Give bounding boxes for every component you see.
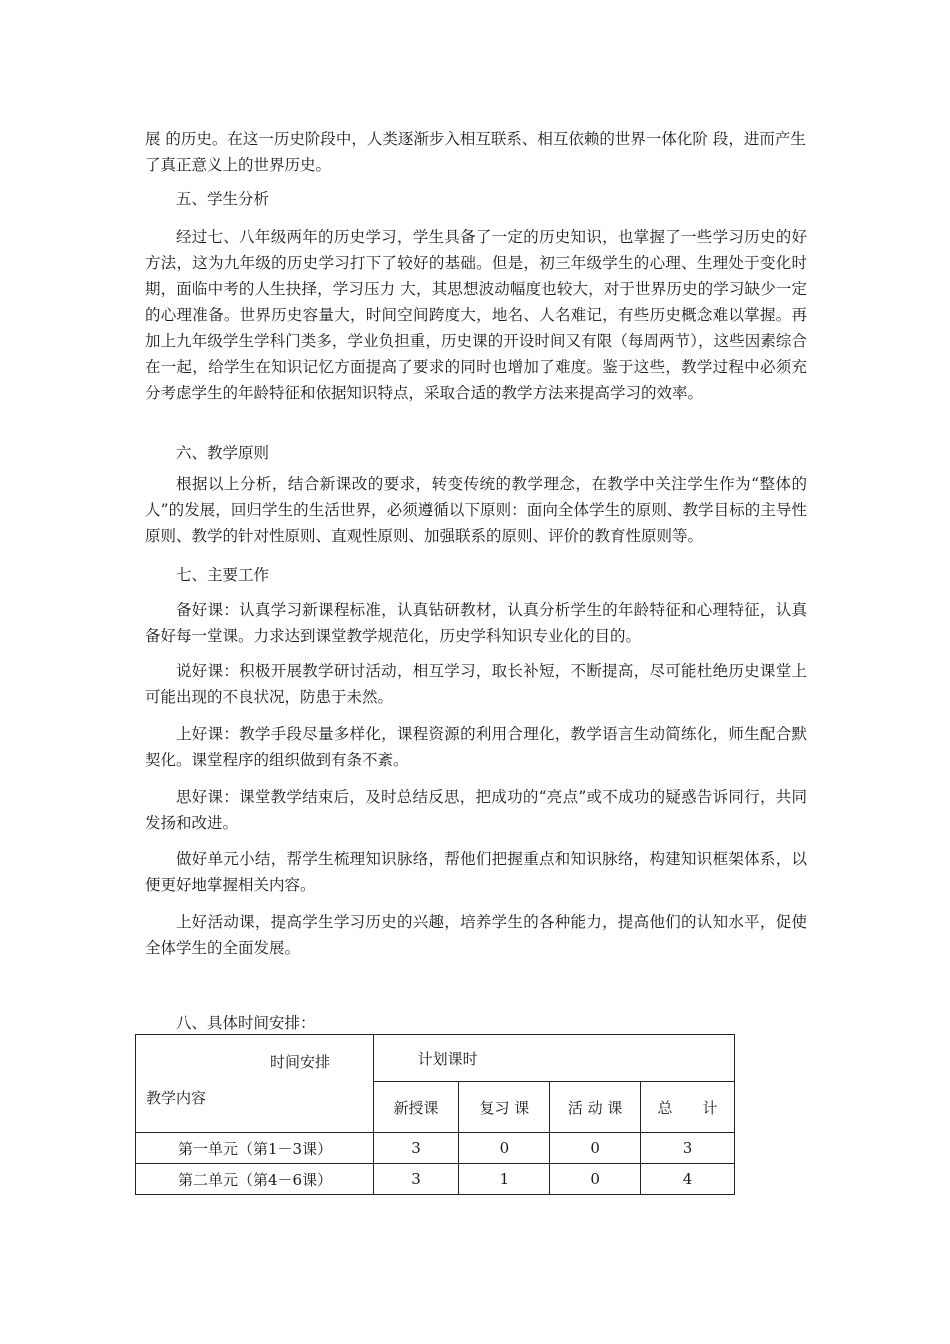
header-time: 时间安排: [270, 1053, 331, 1071]
section-8-heading: 八、具体时间安排：: [176, 1014, 316, 1032]
unit-cell: 第二单元（第4－6课）: [136, 1164, 374, 1195]
work-paragraph-explain: 说好课：积极开展教学研讨活动，相互学习，取长补短，不断提高，尽可能杜绝历史课堂上可能出现的不良状况，防患于未然。: [145, 662, 807, 706]
review-cell: 0: [459, 1133, 550, 1164]
total-cell: 3: [641, 1133, 735, 1164]
header-plan: 计划课时: [373, 1035, 734, 1082]
table-corner-header: [136, 1035, 374, 1133]
section-6-paragraph: 根据以上分析，结合新课改的要求，转变传统的教学理念，在教学中关注学生作为“整体的人”的发展，回归学生的生活世界，必须遵循以下原则：面向全体学生的原则、教学目标的主导性原则、教学的针对性原则、直观性原则、加强联系的原则、评价的教育性原则等。: [145, 475, 807, 545]
section-7-heading: 七、主要工作: [176, 566, 270, 584]
work-paragraph-summary: 做好单元小结，帮学生梳理知识脉络，帮他们把握重点和知识脉络，构建知识框架体系，以便更好地掌握相关内容。: [145, 850, 807, 894]
work-paragraph-teach: 上好课：教学手段尽量多样化，课程资源的利用合理化，教学语言生动简练化，师生配合默契化。课堂程序的组织做到有条不紊。: [145, 725, 807, 769]
review-cell: 1: [459, 1164, 550, 1195]
continuation-paragraph: 展 的历史。在这一历史阶段中，人类逐渐步入相互联系、相互依赖的世界一体化阶 段，进而产生了真正意义上的世界历史。: [145, 130, 806, 174]
activity-cell: 0: [550, 1133, 641, 1164]
schedule-table: [135, 1034, 735, 1195]
section-6-heading: 六、教学原则: [176, 444, 270, 462]
table-row: [136, 1133, 735, 1164]
table-row: [136, 1164, 735, 1195]
new-lessons-cell: 3: [373, 1133, 459, 1164]
total-cell: 4: [641, 1164, 735, 1195]
header-content: 教学内容: [146, 1089, 207, 1107]
work-paragraph-reflect: 思好课：课堂教学结束后，及时总结反思，把成功的“亮点”或不成功的疑惑告诉同行，共同发扬和改进。: [145, 788, 807, 832]
new-lessons-cell: 3: [373, 1164, 459, 1195]
work-paragraph-prepare: 备好课：认真学习新课程标准，认真钻研教材，认真分析学生的年龄特征和心理特征，认真备好每一堂课。力求达到课堂教学规范化，历史学科知识专业化的目的。: [145, 601, 807, 645]
header-new-lessons: 新授课: [373, 1082, 459, 1133]
unit-cell: 第一单元（第1－3课）: [136, 1133, 374, 1164]
activity-cell: 0: [550, 1164, 641, 1195]
header-total: 总 计: [641, 1082, 735, 1133]
header-review: 复习 课: [459, 1082, 550, 1133]
section-5-paragraph: 经过七、八年级两年的历史学习，学生具备了一定的历史知识，也掌握了一些学习历史的好方法，这为九年级的历史学习打下了较好的基础。但是，初三年级学生的心理、生理处于变化时期，面临中考的人生抉择，学习压力 大，其思想波动幅度也较大，对于世界历史的学习缺少一定的心理准备。世界历史容量大，时间空间跨度大，地名、人名难记，有些历史概念难以掌握。再加上九年级学生学科门类多，学业负担重，历史课的开设时间又有限（每周两节），这些因素综合在一起，给学生在知识记忆方面提高了要求的同时也增加了难度。鉴于这些，教学过程中必须充分考虑学生的年龄特征和依据知识特点，采取合适的教学方法来提高学习的效率。: [145, 228, 807, 402]
header-activity: 活 动 课: [550, 1082, 641, 1133]
section-5-heading: 五、学生分析: [176, 190, 270, 208]
work-paragraph-activity: 上好活动课，提高学生学习历史的兴趣，培养学生的各种能力，提高他们的认知水平，促使全体学生的全面发展。: [145, 913, 807, 957]
